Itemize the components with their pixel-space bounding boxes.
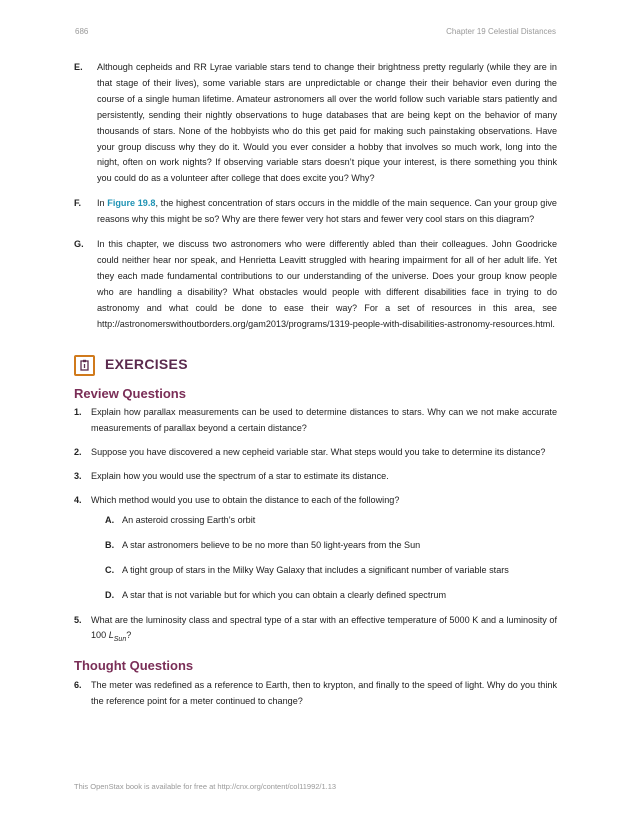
exercises-header [74, 355, 557, 376]
running-head [0, 27, 630, 39]
exercise-item [74, 493, 557, 604]
exercise-item [74, 469, 557, 485]
luminosity-symbol: L [108, 630, 114, 641]
exercise-text: Explain how you would use the spectrum of a star to estimate its distance. [91, 471, 389, 482]
chapter-title: Chapter 19 Celestial Distances [446, 27, 556, 36]
exercise-item [74, 613, 557, 649]
exercise-text: The meter was redefined as a reference to Earth, then to krypton, and finally to the speed of light. Why do you think the reference point for a meter continued to change? [91, 680, 557, 706]
exercise-number: 1. [74, 407, 82, 418]
thought-questions-heading: Thought Questions [74, 658, 194, 674]
sub-question-text: A star astronomers believe to be no more than 50 light-years from the Sun [122, 539, 421, 550]
clipboard-icon [74, 355, 95, 376]
sub-question [91, 538, 557, 554]
item-label: F. [74, 198, 82, 209]
exercise-item [74, 445, 557, 461]
exercise-item [74, 405, 557, 437]
exercise-text: Suppose you have discovered a new cepheid variable star. What steps would you take to determine its distance? [91, 447, 546, 458]
page-number: 686 [75, 27, 89, 36]
sub-question-label: C. [105, 564, 115, 575]
exercise-number: 4. [74, 495, 82, 506]
item-text-after: , the highest concentration of stars occurs in the middle of the main sequence. Can your group give reasons why this might be so? Why are there fewer very hot stars and fewer very cool stars on this diagram? [97, 198, 557, 225]
exercise-number: 3. [74, 471, 82, 482]
item-text-before: In [97, 198, 108, 209]
review-questions-heading: Review Questions [74, 385, 186, 401]
group-activity-item [74, 196, 557, 228]
exercise-number: 6. [74, 680, 82, 691]
item-label: G. [74, 239, 84, 250]
exercise-item [74, 678, 557, 710]
sub-question-label: A. [105, 514, 115, 525]
sub-question [91, 563, 557, 579]
page-content [74, 60, 557, 718]
exercise-text: Explain how parallax measurements can be used to determine distances to stars. Why can we not make accurate measurements of parallax beyond a certain distance? [91, 407, 557, 434]
sub-question-list [91, 513, 557, 604]
group-activity-item [74, 237, 557, 332]
footer-text: This OpenStax book is available for free at http://cnx.org/content/col11992/1.13 [74, 782, 337, 791]
item-text: In this chapter, we discuss two astronomers who were differently abled than their colleagues. John Goodricke could neither hear nor speak, and Henrietta Leavitt struggled with hearing impairment for all of her adult life. Yet they each made fundamental contributions to our understanding of the universe. Does your group know people who are handling a disability? What obstacles would people with different disabilities face in trying to do astronomy and what could be done to ease their way? For a set of resources in this area, see http://astronomerswithoutborders.org/gam2013/programs/1319-people-with-disabilities-astronomy-resources.html. [97, 239, 557, 329]
group-activity-item [74, 60, 557, 187]
exercise-text: Which method would you use to obtain the distance to each of the following? [91, 495, 400, 506]
luminosity-subscript: Sun [113, 636, 127, 644]
figure-link[interactable]: Figure 19.8 [107, 198, 156, 209]
sub-question-label: B. [105, 539, 115, 550]
sub-question-label: D. [105, 589, 115, 600]
exercise-text-after: ? [126, 630, 132, 641]
exercise-number: 5. [74, 614, 82, 625]
sub-question-text: A star that is not variable but for which you can obtain a clearly defined spectrum [122, 589, 447, 600]
exercise-text-before: What are the luminosity class and spectral type of a star with an effective temperature of 5000 K and a luminosity of 100 [91, 614, 557, 641]
sub-question [91, 513, 557, 529]
sub-question-text: An asteroid crossing Earth’s orbit [122, 514, 256, 525]
exercise-number: 2. [74, 447, 82, 458]
item-label: E. [74, 62, 83, 72]
sub-question [91, 588, 557, 604]
sub-question-text: A tight group of stars in the Milky Way Galaxy that includes a significant number of variable stars [122, 564, 509, 575]
exercises-title: EXERCISES [105, 356, 188, 373]
item-text: Although cepheids and RR Lyrae variable stars tend to change their brightness pretty regularly (while they are in that stage of their lives), some variable stars are unpredictable or change their their behavior even during the course of a single human lifetime. Amateur astronomers all over the world follow such variable stars patiently and persistently, sending their nightly observations to huge databases that are being kept on the behavior of many thousands of stars. None of the hobbyists who do this get paid for making such painstaking observations. Have your group discuss why they do it. Would you ever consider a hobby that involves so much work, long into the night, often on work nights? If observing variable stars doesn’t pique your interest, is there something you think you could do as a volunteer after college that does excite you? Why? [97, 62, 557, 184]
